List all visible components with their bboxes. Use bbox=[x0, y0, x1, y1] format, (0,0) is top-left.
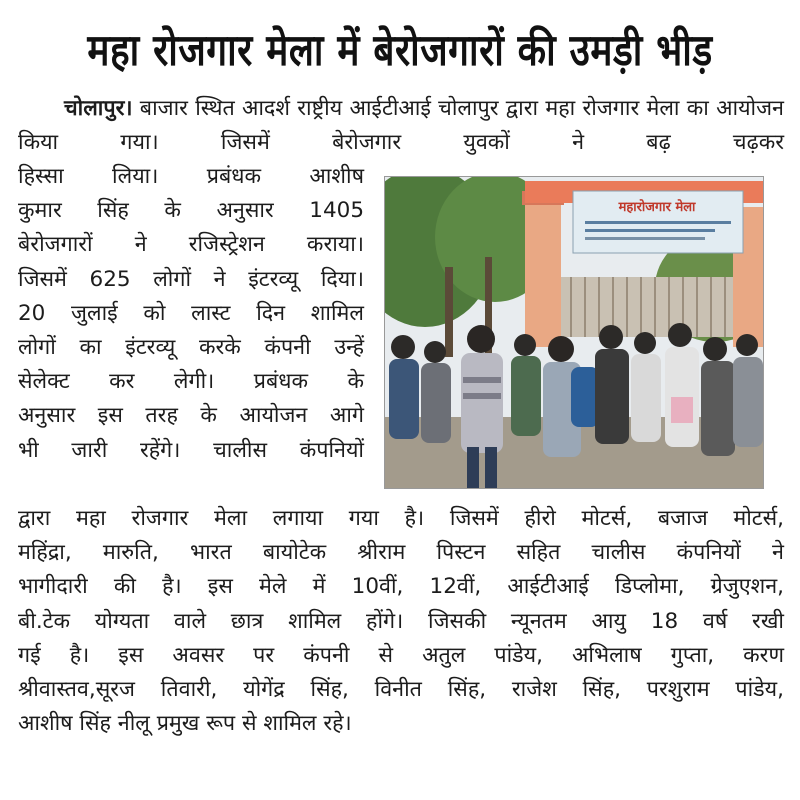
headline: महा रोजगार मेला में बेरोजगारों की उमड़ी भीड़ bbox=[87, 25, 713, 76]
news-photo bbox=[384, 176, 764, 489]
left-column-line: जिसमें 625 लोगों ने इंटरव्यू दिया। bbox=[18, 266, 364, 292]
left-column-line: कुमार सिंह के अनुसार 1405 bbox=[18, 198, 364, 224]
bottom-line: श्रीवास्तव,सूरज तिवारी, योगेंद्र सिंह, विनीत सिंह, राजेश सिंह, परशुराम पांडेय, bbox=[18, 677, 784, 703]
bottom-line: गई है। इस अवसर पर कंपनी से अतुल पांडेय, अभिलाष गुप्ता, करण bbox=[18, 642, 784, 668]
left-column-line: हिस्सा लिया। प्रबंधक आशीष bbox=[18, 164, 364, 189]
left-column-line: भी जारी रहेंगे। चालीस कंपनियों bbox=[18, 437, 364, 463]
bottom-line: द्वारा महा रोजगार मेला लगाया गया है। जिसमें हीरो मोटर्स, बजाज मोटर्स, bbox=[18, 506, 784, 531]
left-column-line: 20 जुलाई को लास्ट दिन शामिल bbox=[18, 300, 364, 326]
bottom-line: भागीदारी की है। इस मेले में 10वीं, 12वीं, आईटीआई डिप्लोमा, ग्रेजुएशन, bbox=[18, 574, 784, 600]
lead-text: बाजार स्थित आदर्श राष्ट्रीय आईटीआई चोलापुर द्वारा महा रोजगार मेला का आयोजन किया गया। जिसमें बेरोजगार युवकों ने बढ़ चढ़कर bbox=[18, 96, 784, 156]
left-column-line: लोगों का इंटरव्यू करके कंपनी उन्हें bbox=[18, 335, 364, 361]
bottom-line: आशीष सिंह नीलू प्रमुख रूप से शामिल रहे। bbox=[18, 711, 352, 737]
bottom-line: बी.टेक योग्यता वाले छात्र शामिल होंगे। जिसकी न्यूनतम आयु 18 वर्ष रखी bbox=[18, 608, 784, 634]
bottom-line: महिंद्रा, मारुति, भारत बायोटेक श्रीराम पिस्टन सहित चालीस कंपनियों ने bbox=[18, 540, 784, 566]
lead-paragraph bbox=[18, 92, 784, 160]
bottom-paragraph bbox=[18, 502, 784, 741]
left-column bbox=[18, 160, 364, 468]
left-column-line: बेरोजगारों ने रजिस्ट्रेशन कराया। bbox=[18, 232, 364, 258]
dateline: चोलापुर। bbox=[64, 96, 133, 121]
left-column-line: सेलेक्ट कर लेगी। प्रबंधक के bbox=[18, 369, 364, 395]
left-column-line: अनुसार इस तरह के आयोजन आगे bbox=[18, 403, 364, 429]
banner-title: महारोजगार मेला bbox=[618, 200, 696, 215]
